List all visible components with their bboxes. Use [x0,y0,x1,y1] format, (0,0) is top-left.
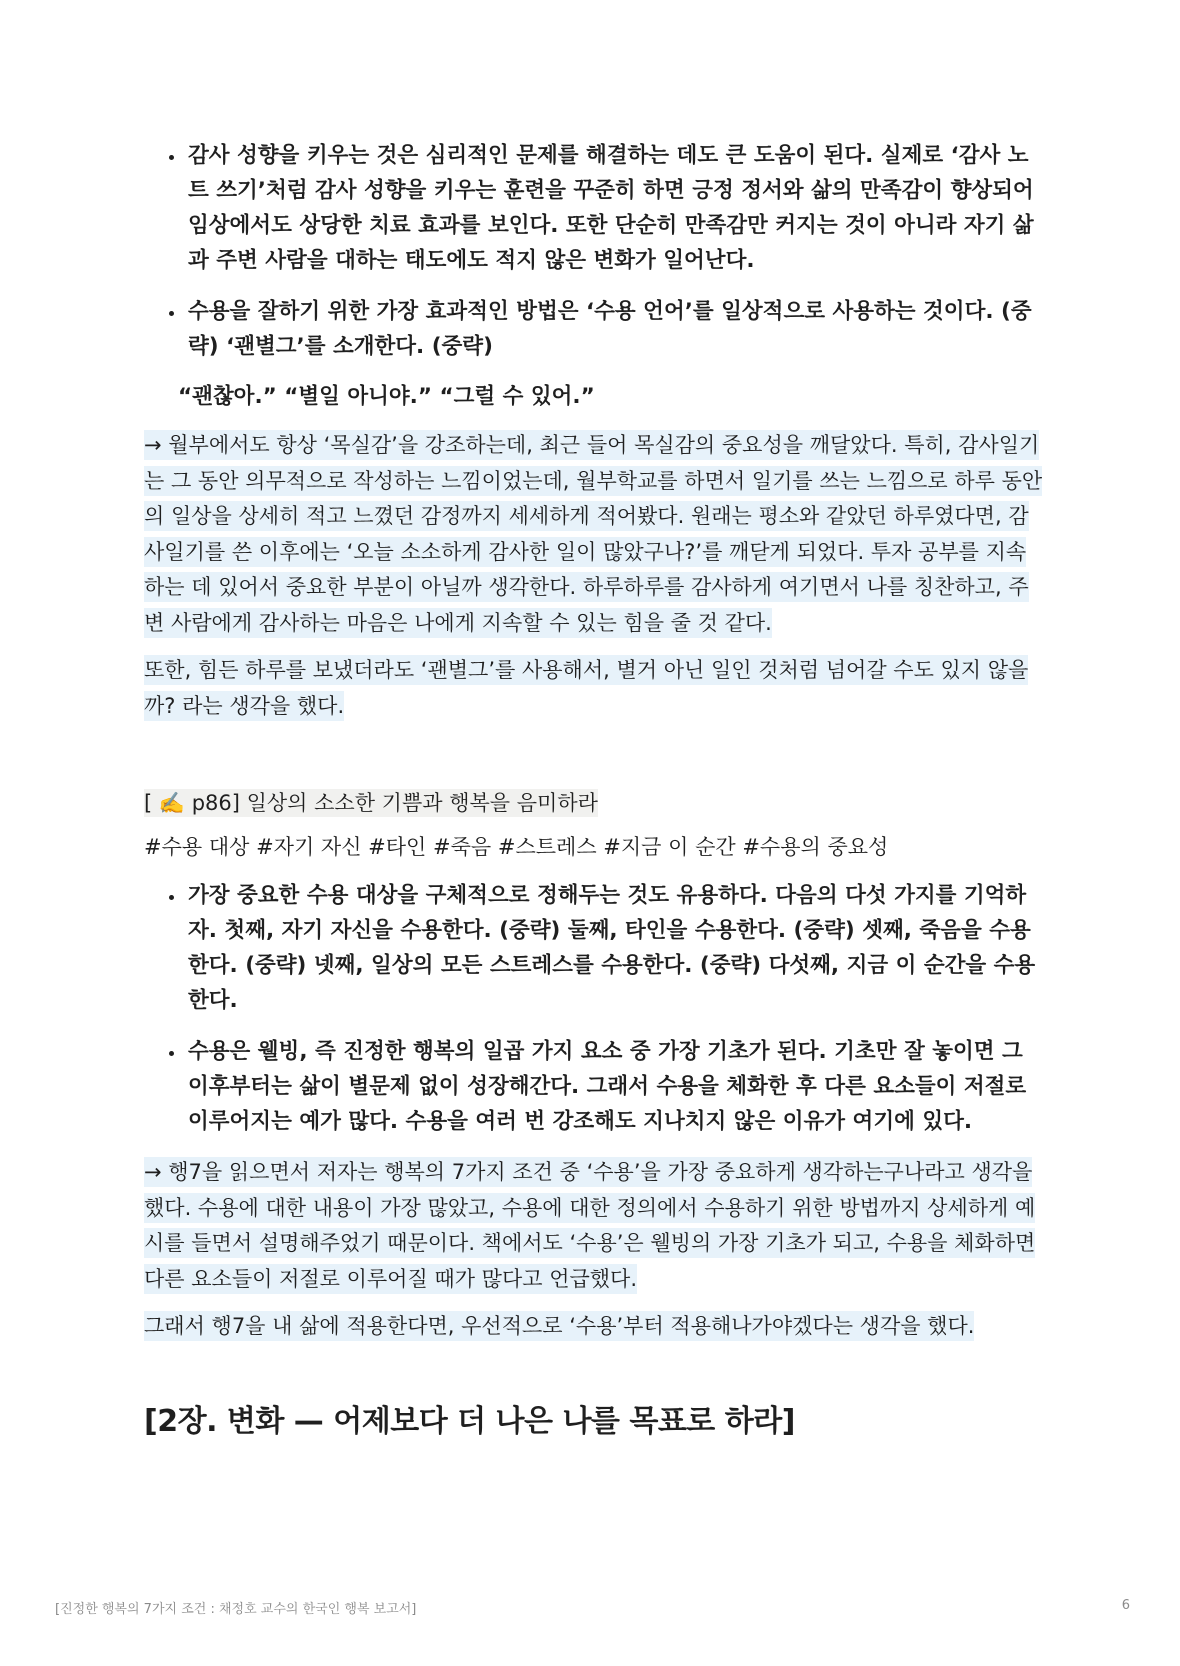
quote-bullet: • 가장 중요한 수용 대상을 구체적으로 정해두는 것도 유용하다. 다음의 다섯 가지를 기억하자. 첫째, 자기 자신을 수용한다. (중략) 둘째, 타인을 수용한다. (중략) 셋째, 죽음을 수용한다. (중략) 넷째, 일상의 모든 스트레스를 수용한다. (중략) 다섯째, 지금 이 순간을 수용한다. [186,878,1044,1018]
reflection-note [144,653,1044,724]
reflection-note [144,428,1044,641]
reflection-text: → 월부에서도 항상 ‘목실감’을 강조하는데, 최근 들어 목실감의 중요성을 깨달았다. 특히, 감사일기는 그 동안 의무적으로 작성하는 느낌이었는데, 월부학교를 하면서 일기를 쓰는 느낌으로 하루 동안의 일상을 상세히 적고 느꼈던 감정까지 세세하게 적어봤다. 원래는 평소와 같았던 하루였다면, 감사일기를 쓴 이후에는 ‘오늘 소소하게 감사한 일이 많았구나?’를 깨닫게 되었다. 투자 공부를 지속하는 데 있어서 중요한 부분이 아닐까 생각한다. 하루하루를 감사하게 여기면서 나를 칭찬하고, 주변 사람에게 감사하는 마음은 나에게 지속할 수 있는 힘을 줄 것 같다. [144,430,1042,638]
hashtag-line: #수용 대상 #자기 자신 #타인 #죽음 #스트레스 #지금 이 순간 #수용의 중요성 [144,835,889,859]
page-number: 6 [1121,1598,1130,1613]
quote-bullet: • 감사 성향을 키우는 것은 심리적인 문제를 해결하는 데도 큰 도움이 된다. 실제로 ‘감사 노트 쓰기’처럼 감사 성향을 키우는 훈련을 꾸준히 하면 긍정 정서와 삶의 만족감이 향상되어 임상에서도 상당한 치료 효과를 보인다. 또한 단순히 만족감만 커지는 것이 아니라 자기 삶과 주변 사람을 대하는 태도에도 적지 않은 변화가 일어난다. [186,138,1044,278]
section-heading-text: [ ✍️ p86] 일상의 소소한 기쁨과 행복을 음미하라 [144,791,598,815]
reflection-text: → 행7을 읽으면서 저자는 행복의 7가지 조건 중 ‘수용’을 가장 중요하게 생각하는구나라고 생각을 했다. 수용에 대한 내용이 가장 많았고, 수용에 대한 정의에서 수용하기 위한 방법까지 상세하게 예시를 들면서 설명해주었기 때문이다. 책에서도 ‘수용’은 웰빙의 가장 기초가 되고, 수용을 체화하면 다른 요소들이 저절로 이루어질 때가 많다고 언급했다. [144,1157,1035,1294]
reflection-note [144,1309,1044,1345]
reflection-text: 그래서 행7을 내 삶에 적용한다면, 우선적으로 ‘수용’부터 적용해나가야겠다는 생각을 했다. [144,1311,974,1341]
chapter-title: [2장. 변화 — 어제보다 더 나은 나를 목표로 하라] [144,1403,795,1439]
footer-book-title: [진정한 행복의 7가지 조건 : 채정호 교수의 한국인 행복 보고서] [55,1602,417,1617]
reflection-note [144,1155,1044,1297]
quote-bullet: • 수용은 웰빙, 즉 진정한 행복의 일곱 가지 요소 중 가장 기초가 된다. 기초만 잘 놓이면 그 이후부터는 삶이 별문제 없이 성장해간다. 그래서 수용을 체화한 후 다른 요소들이 저절로 이루어지는 예가 많다. 수용을 여러 번 강조해도 지나치지 않은 이유가 여기에 있다. [186,1034,1044,1139]
quote-bullet: • 수용을 잘하기 위한 가장 효과적인 방법은 ‘수용 언어’를 일상적으로 사용하는 것이다. (중략) ‘괜별그’를 소개한다. (중략) [186,294,1044,364]
reflection-text: 또한, 힘든 하루를 보냈더라도 ‘괜별그’를 사용해서, 별거 아닌 일인 것처럼 넘어갈 수도 있지 않을까? 라는 생각을 했다. [144,655,1028,721]
quote-bullet-list [144,138,1044,364]
document-body [144,138,1044,1443]
section-heading [144,786,1044,820]
quote-bullet-list [144,878,1044,1139]
acceptance-phrases: “괜찮아.” “별일 아니야.” “그럴 수 있어.” [178,384,595,409]
